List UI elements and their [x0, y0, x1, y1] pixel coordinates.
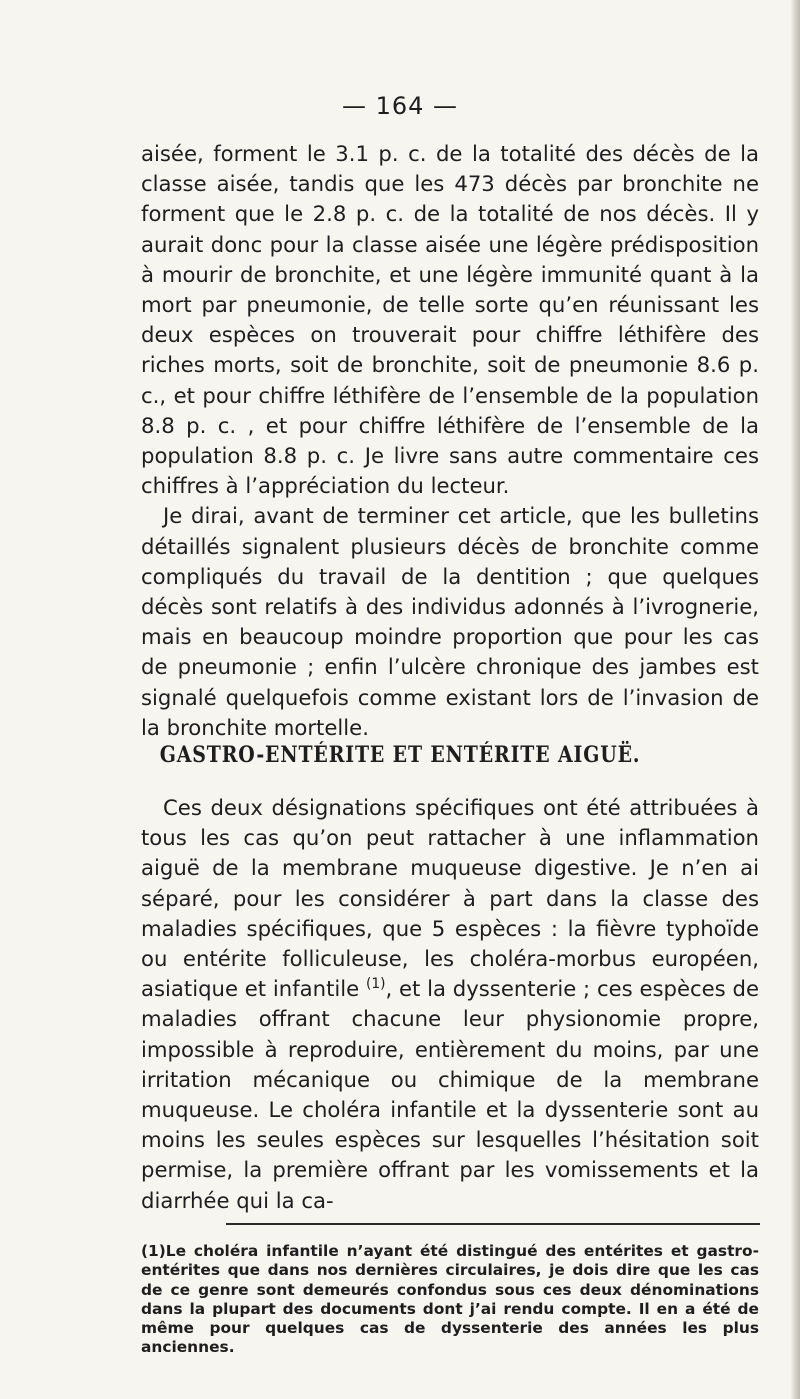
section-paragraph-part-2: , et la dyssenterie ; ces espèces de maladies offrant chacune leur physionomie propre, impossible à reproduire, entièrement du moins, par une irritation mécanique ou chimique de la membrane muqueuse. Le choléra infantile et la dyssenterie sont au moins les seules espèces sur lesquelles l’hésitation soit permise, la première offrant par les vomissements et la diarrhée qui la ca- — [141, 976, 759, 1213]
page-number: — 164 — — [341, 92, 459, 120]
paragraph: Je dirai, avant de terminer cet article, que les bulletins détaillés signalent plusieurs décès de bronchite comme compliqués du travail de la dentition ; que quelques décès sont relatifs à des individus adonnés à l’ivrognerie, mais en beaucoup moindre proportion que pour les cas de pneumonie ; enfin l’ulcère chronique des jambes est signalé quelquefois comme existant lors de l’invasion de la bronchite mortelle. — [141, 503, 759, 740]
section-paragraph — [141, 793, 759, 1216]
page-edge-shadow — [790, 0, 800, 1399]
body-text-section — [141, 793, 759, 1216]
footnote: (1)Le choléra infantile n’ayant été distingué des entérites et gastro-entérites que dans nos dernières circulaires, je dois dire que les cas de ce genre sont demeurés confondus sous ces deux dénominations dans la plupart des documents dont j’ai rendu compte. Il en a été de même pour quelques cas de dyssenterie des années les plus anciennes. — [141, 1242, 759, 1357]
section-paragraph-part-1: Ces deux désignations spécifiques ont été attribuées à tous les cas qu’on peut rattacher à une inflammation aiguë de la membrane muqueuse digestive. Je n’en ai séparé, pour les considérer à part dans la classe des maladies spécifiques, que 5 espèces : la fièvre typhoïde ou entérite folliculeuse, les choléra-morbus européen, asiatique et infantile — [141, 795, 759, 1002]
section-heading: GASTRO-ENTÉRITE ET ENTÉRITE AIGUË. — [159, 742, 641, 768]
footnote-divider — [226, 1223, 760, 1225]
footnote-reference: (1) — [365, 976, 386, 993]
body-text-top — [141, 139, 759, 743]
paragraph-continued: aisée, forment le 3.1 p. c. de la totalité des décès de la classe aisée, tandis que les 473 décès par bronchite ne forment que le 2.8 p. c. de la totalité de nos décès. Il y aurait donc pour la classe aisée une légère prédisposition à mourir de bronchite, et une légère immunité quant à la mort par pneumonie, de telle sorte qu’en réunissant les deux espèces on trouverait pour chiffre léthifère des riches morts, soit de bronchite, soit de pneumonie 8.6 p. c., et pour chiffre léthifère de l’ensemble de la population 8.8 p. c. , et pour chiffre léthifère de l’ensemble de la population 8.8 p. c. Je livre sans autre commentaire ces chiffres à l’appréciation du lecteur. — [141, 141, 759, 499]
